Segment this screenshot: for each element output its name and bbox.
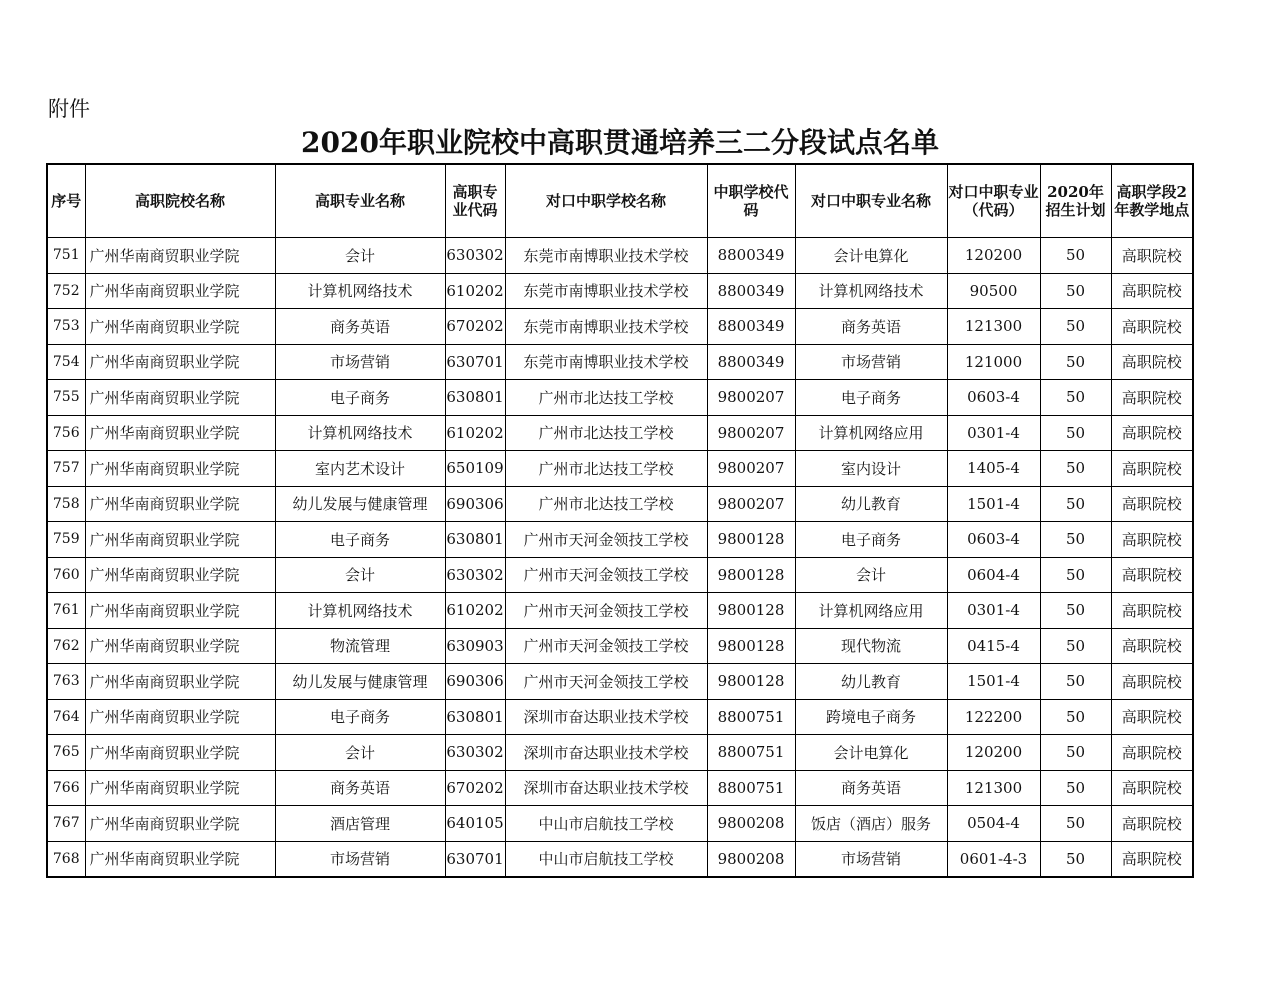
cell-college: 广州华南商贸职业学院: [85, 841, 275, 877]
cell-location: 高职院校: [1111, 770, 1193, 806]
cell-major: 室内艺术设计: [275, 451, 445, 487]
cell-sec-major-code: 1501-4: [947, 664, 1040, 700]
cell-major-code: 610202: [445, 593, 505, 629]
cell-college: 广州华南商贸职业学院: [85, 380, 275, 416]
cell-location: 高职院校: [1111, 415, 1193, 451]
cell-major: 计算机网络技术: [275, 415, 445, 451]
cell-sec-major-code: 121300: [947, 770, 1040, 806]
cell-major: 电子商务: [275, 699, 445, 735]
cell-major-code: 630302: [445, 238, 505, 274]
cell-sec-major: 计算机网络应用: [795, 593, 947, 629]
cell-sec-school: 广州市天河金领技工学校: [505, 628, 707, 664]
cell-seq: 762: [47, 628, 85, 664]
cell-seq: 751: [47, 238, 85, 274]
cell-plan: 50: [1040, 841, 1111, 877]
pilot-list-table: [46, 163, 1194, 878]
cell-college: 广州华南商贸职业学院: [85, 593, 275, 629]
cell-location: 高职院校: [1111, 557, 1193, 593]
cell-college: 广州华南商贸职业学院: [85, 664, 275, 700]
table-row: [47, 664, 1193, 700]
table-row: [47, 344, 1193, 380]
cell-sec-major: 会计电算化: [795, 735, 947, 771]
table-row: [47, 557, 1193, 593]
table-body: [47, 238, 1193, 878]
cell-location: 高职院校: [1111, 593, 1193, 629]
cell-sec-major-code: 121300: [947, 309, 1040, 345]
cell-major-code: 630302: [445, 735, 505, 771]
cell-major-code: 610202: [445, 273, 505, 309]
cell-location: 高职院校: [1111, 380, 1193, 416]
table-row: [47, 415, 1193, 451]
cell-sec-code: 8800349: [707, 238, 795, 274]
cell-major: 商务英语: [275, 309, 445, 345]
header-seq: 序号: [47, 164, 85, 238]
cell-sec-major-code: 1501-4: [947, 486, 1040, 522]
cell-sec-major-code: 0301-4: [947, 593, 1040, 629]
cell-major: 酒店管理: [275, 806, 445, 842]
cell-sec-code: 9800208: [707, 806, 795, 842]
cell-sec-code: 9800207: [707, 380, 795, 416]
cell-major-code: 670202: [445, 770, 505, 806]
cell-sec-major-code: 0603-4: [947, 522, 1040, 558]
cell-sec-code: 9800128: [707, 522, 795, 558]
cell-major-code: 630801: [445, 522, 505, 558]
header-sec-school: 对口中职学校名称: [505, 164, 707, 238]
cell-major: 市场营销: [275, 841, 445, 877]
cell-seq: 767: [47, 806, 85, 842]
cell-sec-major: 饭店（酒店）服务: [795, 806, 947, 842]
table-row: [47, 699, 1193, 735]
cell-sec-major: 计算机网络技术: [795, 273, 947, 309]
cell-major-code: 640105: [445, 806, 505, 842]
cell-sec-code: 8800349: [707, 344, 795, 380]
cell-college: 广州华南商贸职业学院: [85, 273, 275, 309]
cell-location: 高职院校: [1111, 841, 1193, 877]
cell-sec-major-code: 0604-4: [947, 557, 1040, 593]
cell-sec-major: 会计: [795, 557, 947, 593]
cell-sec-code: 9800207: [707, 486, 795, 522]
cell-college: 广州华南商贸职业学院: [85, 628, 275, 664]
header-major-code: 高职专业代码: [445, 164, 505, 238]
cell-sec-major-code: 0301-4: [947, 415, 1040, 451]
cell-plan: 50: [1040, 557, 1111, 593]
cell-major-code: 670202: [445, 309, 505, 345]
header-location: 高职学段2年教学地点: [1111, 164, 1193, 238]
cell-sec-school: 广州市北达技工学校: [505, 451, 707, 487]
cell-sec-major: 电子商务: [795, 522, 947, 558]
cell-seq: 766: [47, 770, 85, 806]
cell-major: 会计: [275, 735, 445, 771]
cell-seq: 760: [47, 557, 85, 593]
cell-college: 广州华南商贸职业学院: [85, 486, 275, 522]
cell-sec-code: 8800751: [707, 770, 795, 806]
cell-plan: 50: [1040, 238, 1111, 274]
cell-major: 市场营销: [275, 344, 445, 380]
cell-seq: 765: [47, 735, 85, 771]
table-row: [47, 522, 1193, 558]
cell-sec-school: 广州市天河金领技工学校: [505, 522, 707, 558]
cell-sec-major: 现代物流: [795, 628, 947, 664]
cell-plan: 50: [1040, 380, 1111, 416]
header-sec-code: 中职学校代码: [707, 164, 795, 238]
table-row: [47, 735, 1193, 771]
cell-major: 计算机网络技术: [275, 593, 445, 629]
cell-seq: 759: [47, 522, 85, 558]
cell-sec-major: 会计电算化: [795, 238, 947, 274]
cell-sec-major: 市场营销: [795, 841, 947, 877]
cell-seq: 758: [47, 486, 85, 522]
cell-sec-code: 9800128: [707, 593, 795, 629]
cell-college: 广州华南商贸职业学院: [85, 344, 275, 380]
cell-college: 广州华南商贸职业学院: [85, 770, 275, 806]
cell-seq: 757: [47, 451, 85, 487]
cell-sec-school: 深圳市奋达职业技术学校: [505, 770, 707, 806]
cell-sec-major-code: 121000: [947, 344, 1040, 380]
cell-plan: 50: [1040, 309, 1111, 345]
cell-sec-major-code: 120200: [947, 735, 1040, 771]
cell-location: 高职院校: [1111, 273, 1193, 309]
cell-major-code: 690306: [445, 664, 505, 700]
cell-sec-major: 幼儿教育: [795, 664, 947, 700]
cell-seq: 761: [47, 593, 85, 629]
cell-college: 广州华南商贸职业学院: [85, 735, 275, 771]
cell-college: 广州华南商贸职业学院: [85, 415, 275, 451]
cell-major-code: 630302: [445, 557, 505, 593]
cell-seq: 755: [47, 380, 85, 416]
cell-sec-major: 商务英语: [795, 770, 947, 806]
cell-sec-major: 计算机网络应用: [795, 415, 947, 451]
cell-sec-school: 广州市天河金领技工学校: [505, 664, 707, 700]
cell-location: 高职院校: [1111, 806, 1193, 842]
cell-seq: 754: [47, 344, 85, 380]
cell-sec-code: 9800208: [707, 841, 795, 877]
cell-college: 广州华南商贸职业学院: [85, 699, 275, 735]
cell-location: 高职院校: [1111, 486, 1193, 522]
cell-sec-school: 中山市启航技工学校: [505, 806, 707, 842]
header-row: [47, 164, 1193, 238]
table-row: [47, 770, 1193, 806]
cell-sec-major-code: 1405-4: [947, 451, 1040, 487]
cell-sec-school: 深圳市奋达职业技术学校: [505, 735, 707, 771]
cell-sec-code: 8800349: [707, 273, 795, 309]
cell-sec-major-code: 0601-4-3: [947, 841, 1040, 877]
cell-sec-code: 8800349: [707, 309, 795, 345]
cell-plan: 50: [1040, 770, 1111, 806]
header-college: 高职院校名称: [85, 164, 275, 238]
cell-sec-major: 跨境电子商务: [795, 699, 947, 735]
cell-sec-major-code: 0415-4: [947, 628, 1040, 664]
cell-sec-major-code: 0504-4: [947, 806, 1040, 842]
cell-location: 高职院校: [1111, 309, 1193, 345]
table-row: [47, 628, 1193, 664]
cell-major: 电子商务: [275, 380, 445, 416]
cell-seq: 768: [47, 841, 85, 877]
cell-sec-school: 东莞市南博职业技术学校: [505, 273, 707, 309]
cell-seq: 752: [47, 273, 85, 309]
cell-sec-school: 广州市天河金领技工学校: [505, 593, 707, 629]
table-row: [47, 486, 1193, 522]
table-row: [47, 273, 1193, 309]
cell-sec-school: 广州市天河金领技工学校: [505, 557, 707, 593]
cell-sec-major-code: 120200: [947, 238, 1040, 274]
cell-location: 高职院校: [1111, 699, 1193, 735]
cell-plan: 50: [1040, 273, 1111, 309]
cell-location: 高职院校: [1111, 628, 1193, 664]
cell-plan: 50: [1040, 593, 1111, 629]
cell-college: 广州华南商贸职业学院: [85, 451, 275, 487]
table-header: [47, 164, 1193, 238]
table-row: [47, 380, 1193, 416]
cell-college: 广州华南商贸职业学院: [85, 557, 275, 593]
cell-plan: 50: [1040, 451, 1111, 487]
cell-plan: 50: [1040, 415, 1111, 451]
cell-sec-major: 室内设计: [795, 451, 947, 487]
cell-plan: 50: [1040, 522, 1111, 558]
table-row: [47, 841, 1193, 877]
cell-sec-school: 东莞市南博职业技术学校: [505, 309, 707, 345]
cell-major: 会计: [275, 557, 445, 593]
header-sec-major: 对口中职专业名称: [795, 164, 947, 238]
table-row: [47, 593, 1193, 629]
cell-sec-school: 东莞市南博职业技术学校: [505, 344, 707, 380]
cell-sec-code: 9800207: [707, 415, 795, 451]
cell-college: 广州华南商贸职业学院: [85, 522, 275, 558]
cell-major: 计算机网络技术: [275, 273, 445, 309]
cell-major-code: 630801: [445, 699, 505, 735]
table-row: [47, 451, 1193, 487]
cell-sec-school: 深圳市奋达职业技术学校: [505, 699, 707, 735]
cell-plan: 50: [1040, 735, 1111, 771]
cell-plan: 50: [1040, 806, 1111, 842]
cell-sec-major: 商务英语: [795, 309, 947, 345]
cell-major-code: 690306: [445, 486, 505, 522]
table-row: [47, 309, 1193, 345]
cell-plan: 50: [1040, 628, 1111, 664]
cell-sec-major-code: 90500: [947, 273, 1040, 309]
cell-location: 高职院校: [1111, 344, 1193, 380]
cell-major-code: 630903: [445, 628, 505, 664]
cell-sec-code: 8800751: [707, 735, 795, 771]
cell-plan: 50: [1040, 699, 1111, 735]
cell-sec-major-code: 0603-4: [947, 380, 1040, 416]
cell-sec-code: 9800128: [707, 628, 795, 664]
cell-plan: 50: [1040, 486, 1111, 522]
cell-location: 高职院校: [1111, 664, 1193, 700]
cell-location: 高职院校: [1111, 522, 1193, 558]
cell-major: 电子商务: [275, 522, 445, 558]
cell-college: 广州华南商贸职业学院: [85, 806, 275, 842]
cell-sec-school: 中山市启航技工学校: [505, 841, 707, 877]
header-major: 高职专业名称: [275, 164, 445, 238]
cell-seq: 756: [47, 415, 85, 451]
cell-sec-school: 广州市北达技工学校: [505, 486, 707, 522]
header-sec-major-code: 对口中职专业（代码）: [947, 164, 1040, 238]
cell-sec-code: 9800207: [707, 451, 795, 487]
cell-sec-school: 东莞市南博职业技术学校: [505, 238, 707, 274]
document-title: 2020年职业院校中高职贯通培养三二分段试点名单: [301, 126, 939, 159]
cell-location: 高职院校: [1111, 451, 1193, 487]
cell-sec-code: 9800128: [707, 557, 795, 593]
cell-sec-code: 9800128: [707, 664, 795, 700]
cell-sec-major: 市场营销: [795, 344, 947, 380]
cell-major: 商务英语: [275, 770, 445, 806]
cell-seq: 764: [47, 699, 85, 735]
cell-seq: 763: [47, 664, 85, 700]
cell-plan: 50: [1040, 344, 1111, 380]
cell-major-code: 630801: [445, 380, 505, 416]
cell-sec-major: 幼儿教育: [795, 486, 947, 522]
table-row: [47, 238, 1193, 274]
cell-major-code: 650109: [445, 451, 505, 487]
cell-major-code: 630701: [445, 344, 505, 380]
cell-sec-code: 8800751: [707, 699, 795, 735]
cell-sec-school: 广州市北达技工学校: [505, 380, 707, 416]
attachment-label: 附件: [48, 97, 90, 121]
cell-seq: 753: [47, 309, 85, 345]
cell-sec-school: 广州市北达技工学校: [505, 415, 707, 451]
cell-location: 高职院校: [1111, 735, 1193, 771]
cell-sec-major-code: 122200: [947, 699, 1040, 735]
cell-major: 物流管理: [275, 628, 445, 664]
cell-major-code: 610202: [445, 415, 505, 451]
cell-major-code: 630701: [445, 841, 505, 877]
cell-college: 广州华南商贸职业学院: [85, 238, 275, 274]
cell-major: 会计: [275, 238, 445, 274]
cell-major: 幼儿发展与健康管理: [275, 486, 445, 522]
header-plan: 2020年招生计划: [1040, 164, 1111, 238]
cell-college: 广州华南商贸职业学院: [85, 309, 275, 345]
cell-major: 幼儿发展与健康管理: [275, 664, 445, 700]
cell-plan: 50: [1040, 664, 1111, 700]
cell-sec-major: 电子商务: [795, 380, 947, 416]
table-row: [47, 806, 1193, 842]
cell-location: 高职院校: [1111, 238, 1193, 274]
